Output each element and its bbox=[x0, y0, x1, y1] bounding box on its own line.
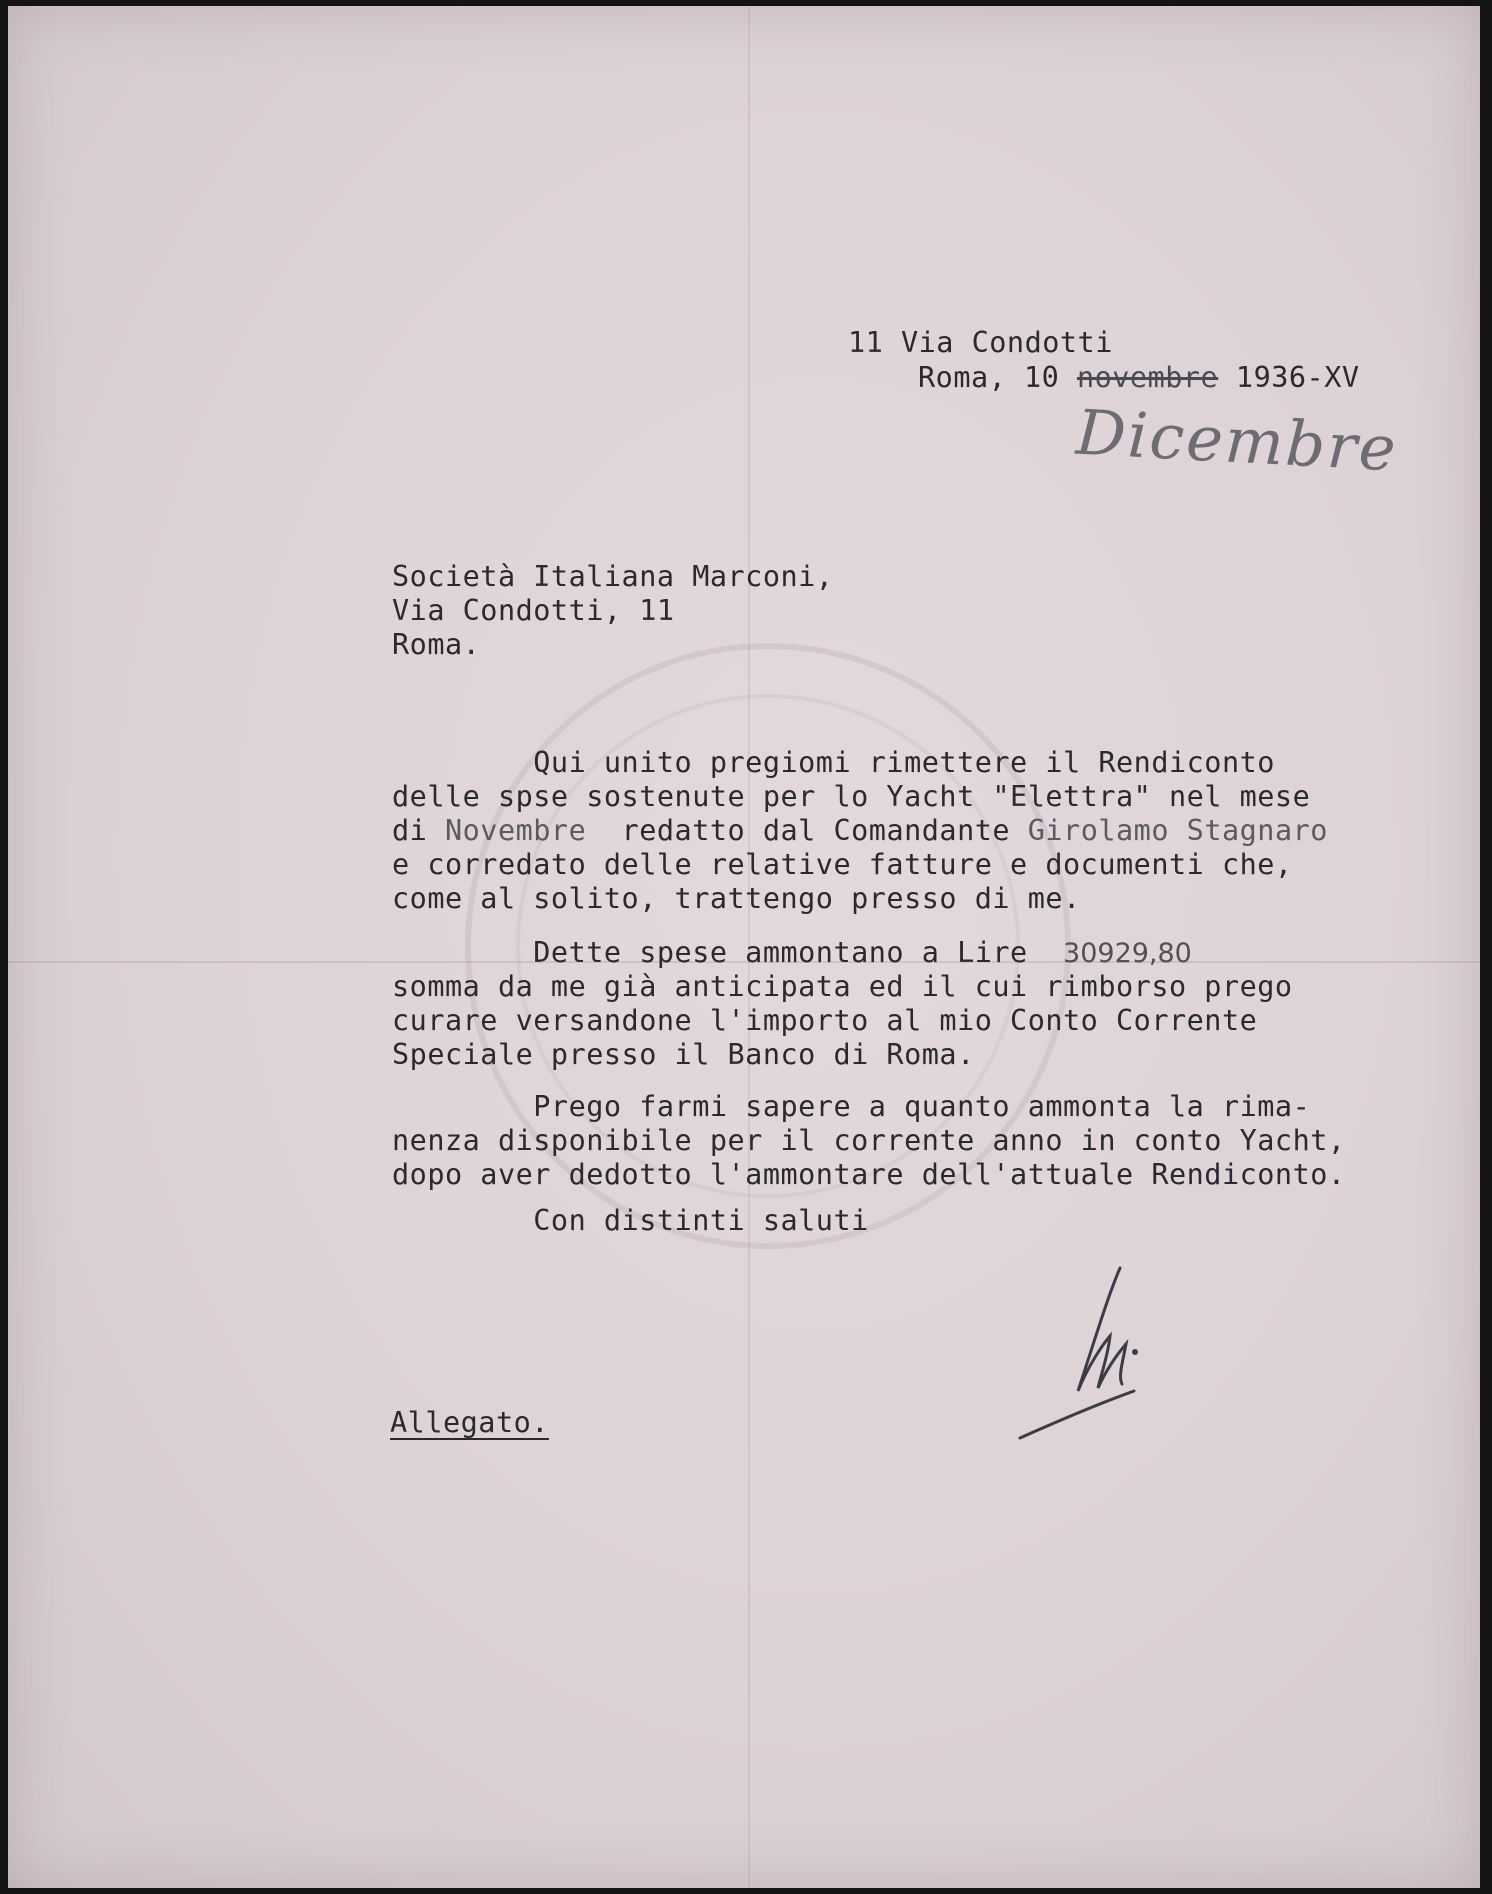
signature bbox=[8, 6, 1480, 1888]
date-year: 1936-XV bbox=[1235, 361, 1360, 394]
handwritten-month-correction: Dicembre bbox=[1074, 395, 1400, 486]
body-p2-line1: Dette spese ammontano a Lire 30929,80 bbox=[392, 936, 1192, 969]
body-p1-line3: di Novembre redatto dal Comandante Girolamo Stagnaro bbox=[392, 814, 1328, 847]
date-place: Roma, 10 bbox=[918, 361, 1060, 394]
commander-name: Girolamo Stagnaro bbox=[1027, 814, 1328, 847]
body-p3-line2: nenza disponibile per il corrente anno in conto Yacht, bbox=[392, 1124, 1346, 1157]
recipient-street: Via Condotti, 11 bbox=[392, 594, 675, 627]
enclosure-note: Allegato. bbox=[390, 1406, 549, 1439]
recipient-name: Società Italiana Marconi, bbox=[392, 560, 834, 593]
report-month: Novembre bbox=[444, 814, 587, 847]
letter-sheet bbox=[8, 6, 1480, 1888]
body-p1-line4: e corredato delle relative fatture e documenti che, bbox=[392, 848, 1293, 881]
body-p3-line1: Prego farmi sapere a quanto ammonta la rima- bbox=[392, 1090, 1311, 1123]
body-p2-line2: somma da me già anticipata ed il cui rimborso prego bbox=[392, 970, 1293, 1003]
body-p2-line4: Speciale presso il Banco di Roma. bbox=[392, 1038, 975, 1071]
body-p2-line3: curare versandone l'importo al mio Conto Corrente bbox=[392, 1004, 1258, 1037]
closing-salutation: Con distinti saluti bbox=[392, 1204, 869, 1237]
body-p1-line2: delle spse sostenute per lo Yacht "Elettra" nel mese bbox=[392, 780, 1311, 813]
struck-month: novembre bbox=[1076, 361, 1219, 394]
body-p1-line5: come al solito, trattengo presso di me. bbox=[392, 882, 1081, 915]
body-p1-line1: Qui unito pregiomi rimettere il Rendiconto bbox=[392, 746, 1275, 779]
expense-amount: 30929,80 bbox=[1063, 938, 1192, 969]
sender-address: 11 Via Condotti bbox=[848, 326, 1113, 359]
body-p3-line3: dopo aver dedotto l'ammontare dell'attuale Rendiconto. bbox=[392, 1158, 1346, 1191]
recipient-city: Roma. bbox=[392, 628, 481, 661]
